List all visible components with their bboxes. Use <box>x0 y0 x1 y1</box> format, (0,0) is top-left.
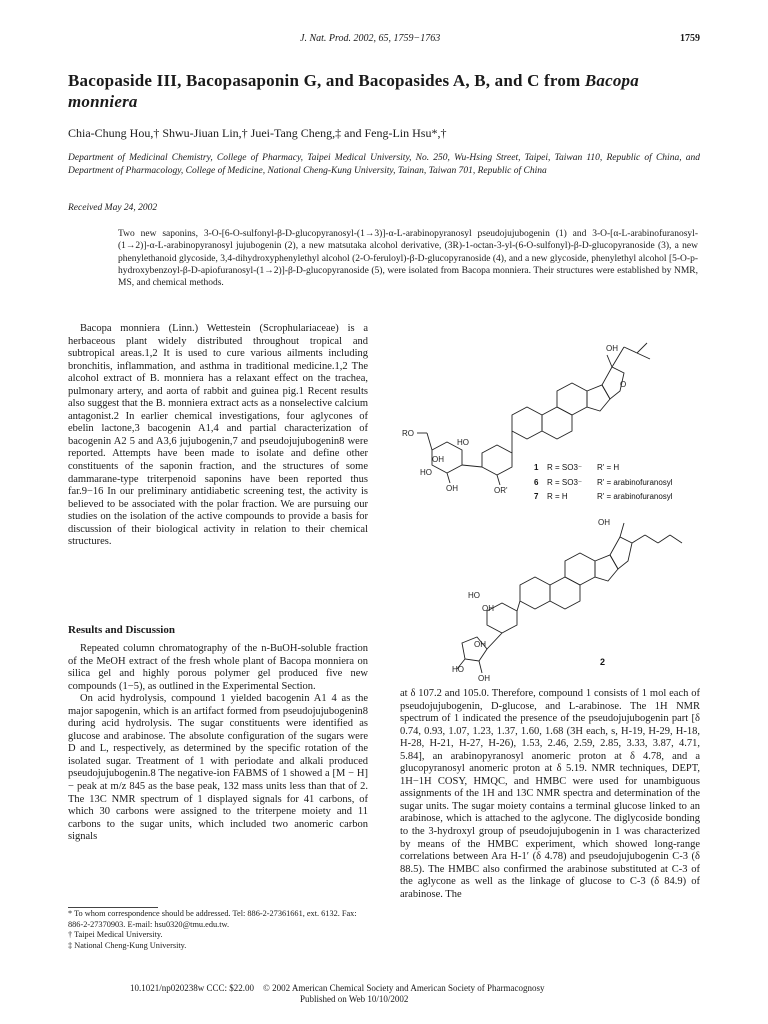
oh-bond-fur <box>479 661 482 673</box>
label-oh-top-b: OH <box>598 518 610 527</box>
title-italic: Bacopa monniera <box>68 71 639 111</box>
ring-d-top <box>587 385 610 411</box>
ring-d-bottom <box>595 555 618 581</box>
compound-6-num: 6 <box>534 478 539 487</box>
results-paragraph-2: On acid hydrolysis, compound 1 yielded bacogenin A1 4 as the major sapogenin, which is an artifact formed from pseudojujubogenin8 during acid hydrolysis. The sugar constituents were identified as glucose and arabinose. The absolute configuration of the sugars were D and L, respectively, as determined by the specific rotation of the isolated sugar. Treatment of 1 with periodate and alkali produced pseudojujubogenin.8 The negative-ion FABMS of 1 showed a [M − H]− peak at m/z 845 as the base peak, 132 mass units less than that of 2. The 13C NMR spectrum of 1 displayed signals for 41 carbons, of which 30 carbons were assigned to the triterpene moiety and 11 carbons to the sugar units, which included two anomeric carbon signals <box>68 693 368 843</box>
right-column <box>400 688 700 901</box>
label-or-prime: OR' <box>494 486 508 495</box>
footnote-correspondence: * To whom correspondence should be addressed. Tel: 886-2-27361661, ext. 6132. Fax: 886-2-27370903. E-mail: hsu0320@tmu.edu.tw. <box>68 909 357 929</box>
oh-bond-top <box>607 355 612 367</box>
compound-7-r: R = H <box>547 492 568 501</box>
page-number: 1759 <box>680 33 700 44</box>
chemical-structures-figure <box>402 325 702 683</box>
footnotes <box>68 909 368 951</box>
side-chain-3 <box>637 343 647 353</box>
ring-b-top <box>542 407 572 439</box>
intro-paragraph: Bacopa monniera (Linn.) Wettestein (Scrophulariaceae) is a herbaceous plant widely distributed throughout tropical and subtropical areas.1,2 It is used to cure various ailments including bronchitis, inflammation, and asthma in traditional medicine.1,2 The alcohol extract of B. monniera has a relaxant effect on the trachea, pulmonary artery, and aorta of rabbit and guinea pig.1 Recent results also suggest that the B. monniera extract acts as a nonselective calcium antagonist.2 In earlier chemical investigations, four aglycones of ebelin lactone,3 bacogenin A1,4 and partial characterization of bacogenin A2 5 and A3,6 jujubogenin,7 and pseudojujubogenin8 were reported. Attempts have been made to isolate and define other constituents of the saponin fraction, and the structures of some dammarane-type triterpenoid saponins have been reported thus far.9−16 In our preliminary antidiabetic screening test, the activity is believed to be associated with the polar fraction. We are pursuing our studies on the isolation of the active compounds to provide a basis for discussion of their biological activity in relation to their chemical structures. <box>68 323 368 548</box>
compound-1-num: 1 <box>534 463 539 472</box>
compound-1-rp: R' = H <box>597 463 620 472</box>
label-oh-pyr: OH <box>482 604 494 613</box>
arabinose-ring-top <box>482 445 512 475</box>
ring-a-top <box>512 407 542 439</box>
side-chain-2 <box>624 347 637 353</box>
received-date: Received May 24, 2002 <box>68 203 158 213</box>
copyright: © 2002 American Chemical Society and American Society of Pharmacognosy <box>263 983 545 993</box>
glu-ara-link <box>462 465 482 467</box>
author-list: Chia-Chung Hou,† Shwu-Jiuan Lin,† Juei-Tang Cheng,‡ and Feng-Lin Hsu*,† <box>68 126 447 140</box>
ring-a-bottom <box>520 577 550 609</box>
section-heading: Results and Discussion <box>68 624 175 636</box>
label-oh-fur2: OH <box>478 674 490 683</box>
compound-1-r: R = SO3⁻ <box>547 463 583 472</box>
side-chain-b2 <box>645 535 658 543</box>
ara-araf-link <box>487 633 502 649</box>
ring-c-bottom <box>565 553 595 585</box>
label-ro: RO <box>402 429 414 438</box>
footnote-divider <box>68 907 158 908</box>
side-chain-b1 <box>632 535 645 543</box>
results-paragraph-1: Repeated column chromatography of the n-BuOH-soluble fraction of the MeOH extract of the fresh whole plant of Bacopa monniera on silica gel and highly porous polymer gel produced five new compounds (1−5), as outlined in the Experimental Section. <box>68 643 368 692</box>
structure-bottom <box>457 523 682 673</box>
compound-6-r: R = SO3⁻ <box>547 478 583 487</box>
title-main: Bacopaside III, Bacopasaponin G, and Bacopasides A, B, and C from <box>68 71 585 90</box>
footnote-taipei: † Taipei Medical University. <box>68 930 163 939</box>
side-chain-b3 <box>658 535 670 543</box>
compound-6-rp: R' = arabinofuranosyl <box>597 478 673 487</box>
ring-b-bottom <box>550 577 580 609</box>
label-ho-pyr: HO <box>468 591 480 600</box>
footer-doi-line <box>130 983 670 993</box>
label-o-ring: O <box>620 380 627 389</box>
running-head: J. Nat. Prod. 2002, 65, 1759−1763 <box>300 33 441 44</box>
label-oh-left: OH <box>432 455 444 464</box>
label-ho-fur: HO <box>452 665 464 674</box>
label-compound-2: 2 <box>600 657 606 667</box>
paper-title <box>68 70 698 112</box>
abstract: Two new saponins, 3-O-[6-O-sulfonyl-β-D-glucopyranosyl-(1→3)]-α-L-arabinopyranosyl pseudojujubogenin (1) and 3-O-[α-L-arabinofuranosyl-(1→2)]-α-L-arabinopyranosyl jujubogenin (2), a new matsutaka alcohol derivative, (3R)-1-octan-3-yl-(6-O-sulfonyl)-β-D-glucopyranoside (3), a new phenylethanoid glycoside, 3,4-dihydroxyphenylethyl alcohol (2-O-feruloyl)-β-D-glucopyranoside (4), and a new glycoside, phenylethyl alcohol [5-O-p-hydroxybenzoyl-β-D-apiofuranosyl-(1→2)]-β-D-glucopyranoside (5), were isolated from Bacopa monniera. Their structures were established by NMR, MS, and chemical methods. <box>118 229 698 289</box>
label-ho: HO <box>457 438 469 447</box>
side-chain-b4 <box>670 535 682 543</box>
compound-7-rp: R' = arabinofuranosyl <box>597 492 673 501</box>
glyco-link-bottom <box>517 601 520 611</box>
side-chain-4 <box>637 353 650 359</box>
left-column-intro <box>68 323 368 549</box>
affiliation: Department of Medicinal Chemistry, College of Pharmacy, Taipei Medical University, No. 250, Wu-Hsing Street, Taipei, Taiwan 110, Republic of China, and Department of Pharmacology, College of Medicine, National Cheng-Kung University, Tainan, Taiwan 701, Republic of China <box>68 153 700 176</box>
label-oh-bottom: OH <box>446 484 458 493</box>
label-ho-lower: HO <box>420 468 432 477</box>
oh-bond-bottom <box>620 523 624 537</box>
ring-e-bottom <box>610 537 632 569</box>
label-oh-top: OH <box>606 344 618 353</box>
compound-7-num: 7 <box>534 492 539 501</box>
oh-bond-glu <box>447 473 450 483</box>
or-bond <box>497 475 500 485</box>
published-date: Published on Web 10/10/2002 <box>300 994 409 1004</box>
ring-c-top <box>557 383 587 415</box>
left-column-results <box>68 643 368 844</box>
footnote-cheng-kung: ‡ National Cheng-Kung University. <box>68 940 187 950</box>
label-oh-fur1: OH <box>474 640 486 649</box>
right-column-text: at δ 107.2 and 105.0. Therefore, compound 1 consists of 1 mol each of pseudojujubogenin, D-glucose, and L-arabinose. The 1H NMR spectrum of 1 indicated the presence of the pseudojujubogenin part [δ 0.74, 0.93, 1.07, 1.23, 1.37, 1.60, 1.68 (3H each, s, H-19, H-29, H-18, H-28, H-21, H-27, H-26), 1.53, 2.46, 2.59, 2.85, 3.33, 3.87, 4.71, 5.84], an arabinopyranosyl anomeric proton at δ 4.78, and a glucopyranosyl anomeric proton at δ 5.19. NMR techniques, DEPT, 1H−1H COSY, HMQC, and HMBC were used for unambiguous assignments of the 1H and 13C NMR spectra and determination of the sugar units. The sugar moiety contains a terminal glucose linked to an arabinose, which is attached to the aglycone. The diglycoside bonding to the 3-hydroxyl group of pseudojujubogenin in 1 was characterized by means of the HMBC experiment, which showed long-range correlations between Ara H-1′ (δ 4.78) and pseudojujubogenin C-3 (δ 88.5). The HMBC also confirmed the arabinose substituted at C-3 of the aglycone as well as the linkage of glucose to C-3 (δ 84.9) of arabinose. The <box>400 688 700 900</box>
compound-table <box>534 463 673 501</box>
doi: 10.1021/np020238w CCC: $22.00 <box>130 983 255 993</box>
ch2-bond <box>427 433 432 450</box>
